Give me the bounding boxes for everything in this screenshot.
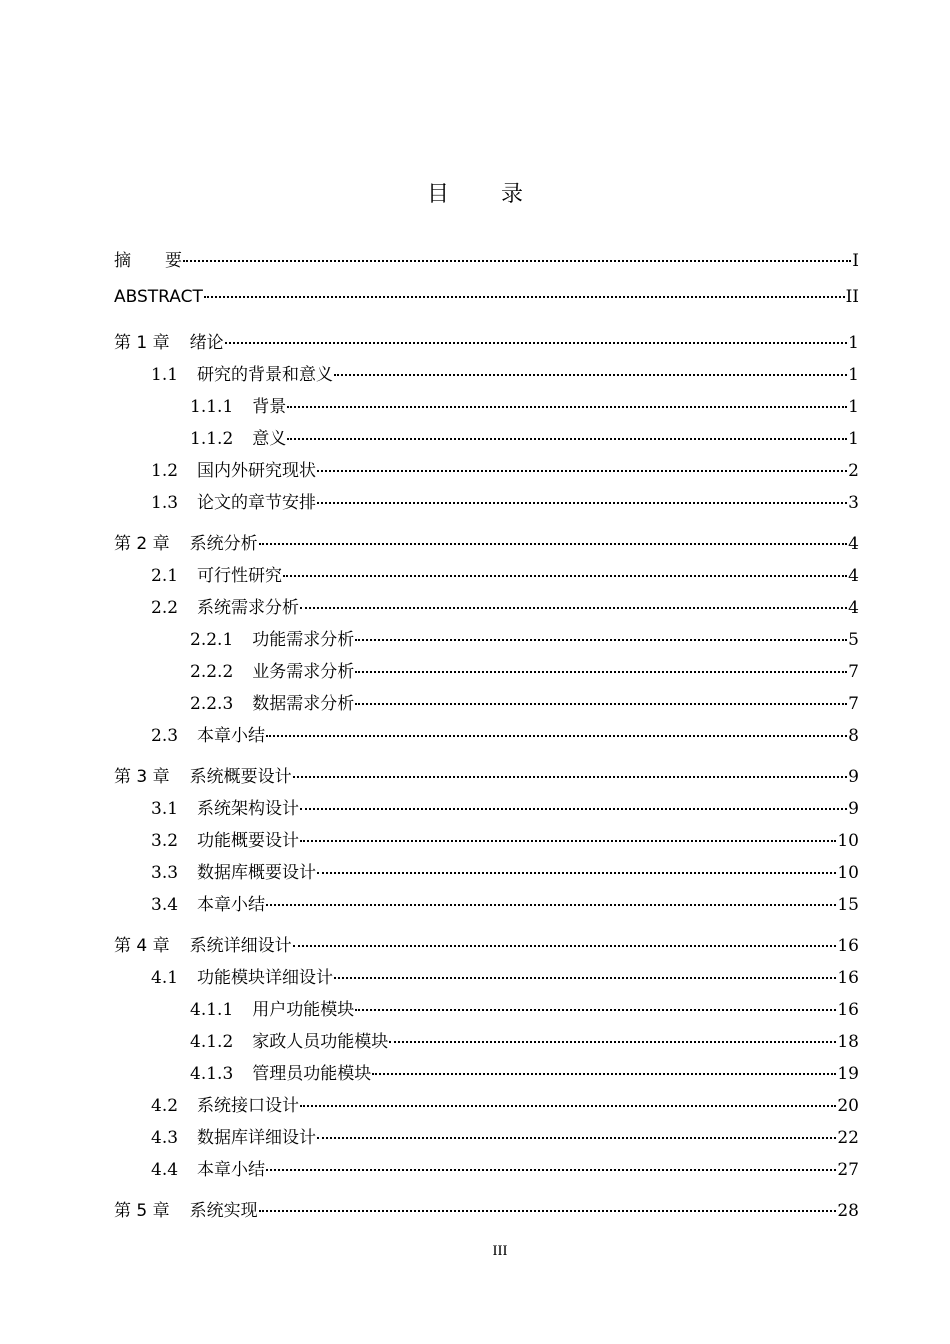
toc-entry-label: 系统实现 [189,1201,258,1221]
toc-entry-page-number: 20 [837,1096,859,1116]
toc-entry-page-number: I [852,251,859,271]
toc-entry[interactable] [114,858,859,890]
dot-leader [259,543,848,545]
toc-entry-label: 研究的背景和意义 [197,365,334,385]
toc-entry-page-number: 5 [848,630,859,650]
toc-entry-number: 4.1.3 [190,1064,234,1084]
dot-leader [204,296,845,298]
dot-leader [287,438,847,440]
toc-entry-page-number: 10 [837,831,859,851]
dot-leader [266,1169,836,1171]
dot-leader [389,1041,836,1043]
dot-leader [266,904,836,906]
toc-entry-number: 4.2 [151,1096,179,1116]
toc-entry[interactable] [114,931,859,963]
toc-entry-page-number: 3 [848,493,859,513]
toc-entry[interactable] [114,1196,859,1228]
toc-entry-page-number: 16 [837,936,859,956]
toc-entry-label: 业务需求分析 [252,662,355,682]
toc-entry-page-number: 7 [848,694,859,714]
toc-entry-label: 管理员功能模块 [252,1064,372,1084]
toc-entry[interactable] [114,1091,859,1123]
toc-entry-label: 数据库概要设计 [197,863,317,883]
toc-entry-number: 4.3 [151,1128,179,1148]
toc-entry-page-number: 9 [848,767,859,787]
dot-leader [334,977,836,979]
dot-leader [317,1137,836,1139]
toc-entry-page-number: 2 [848,461,859,481]
dot-leader [300,607,847,609]
toc-entry[interactable] [114,561,859,593]
dot-leader [355,1009,836,1011]
dot-leader [334,374,847,376]
toc-entry-number: 1.1.2 [190,429,234,449]
toc-entry[interactable] [114,593,859,625]
toc-entry-page-number: 16 [837,968,859,988]
toc-entry-label: 系统架构设计 [197,799,300,819]
dot-leader [266,735,847,737]
toc-entry-number: 第 4 章 [114,936,170,956]
toc-entry[interactable] [114,657,859,689]
toc-entry-label: 本章小结 [197,726,266,746]
toc-entry[interactable] [114,963,859,995]
toc-entry[interactable] [114,1155,859,1187]
toc-entry[interactable] [114,625,859,657]
toc-entry-label: 系统概要设计 [189,767,292,787]
toc-entry-number: 2.2.3 [190,694,234,714]
toc-entry-label: 功能需求分析 [252,630,355,650]
toc-entry-label: 数据需求分析 [252,694,355,714]
toc-entry-page-number: 4 [848,566,859,586]
toc-entry-number: 4.1.1 [190,1000,234,1020]
toc-entry-label: 功能概要设计 [197,831,300,851]
dot-leader [300,840,836,842]
toc-entry-label: 本章小结 [197,895,266,915]
toc-entry[interactable] [114,890,859,922]
toc-entry[interactable] [114,392,859,424]
toc-entry[interactable] [114,424,859,456]
toc-entry-label: 背景 [252,397,287,417]
toc-entry-number: 2.2.1 [190,630,234,650]
toc-entry-label: 家政人员功能模块 [252,1032,389,1052]
toc-entry-label: 数据库详细设计 [197,1128,317,1148]
toc-entry-label: 绪论 [189,333,224,353]
toc-entry[interactable] [114,721,859,753]
dot-leader [293,945,837,947]
toc-entry-page-number: 8 [848,726,859,746]
page-title: 目录 [426,182,575,207]
toc-entry-label: 本章小结 [197,1160,266,1180]
toc-entry-number: 3.1 [151,799,179,819]
toc-entry-page-number: 4 [848,598,859,618]
toc-entry-number: 4.4 [151,1160,179,1180]
toc-entry-page-number: 10 [837,863,859,883]
toc-entry[interactable] [114,328,859,360]
dot-leader [355,639,847,641]
toc-entry-number: 第 3 章 [114,767,170,787]
toc-entry-page-number: 7 [848,662,859,682]
dot-leader [183,260,851,262]
toc-entry-page-number: 1 [848,365,859,385]
toc-entry-number: 4.1.2 [190,1032,234,1052]
toc-entry-page-number: 1 [848,429,859,449]
toc-entry-page-number: 19 [837,1064,859,1084]
toc-entry-label: 功能模块详细设计 [197,968,334,988]
toc-entry-label: 意义 [252,429,287,449]
toc-entry-label: 国内外研究现状 [197,461,317,481]
toc-entry[interactable] [114,246,859,278]
toc-entry-page-number: 4 [848,534,859,554]
dot-leader [317,470,847,472]
toc-entry[interactable] [114,1027,859,1059]
dot-leader [287,406,847,408]
toc-entry-page-number: 15 [837,895,859,915]
dot-leader [283,575,847,577]
page-number-footer: III [492,1243,508,1259]
dot-leader [300,1105,836,1107]
toc-entry[interactable] [114,794,859,826]
toc-entry-page-number: 18 [837,1032,859,1052]
toc-entry-page-number: 1 [848,333,859,353]
toc-entry[interactable] [114,488,859,520]
toc-entry[interactable] [114,689,859,721]
dot-leader [317,872,836,874]
toc-entry-page-number: 9 [848,799,859,819]
dot-leader [300,808,847,810]
toc-entry[interactable] [114,360,859,392]
toc-entry[interactable] [114,826,859,858]
toc-entry-page-number: 28 [837,1201,859,1221]
toc-entry-label: 系统接口设计 [197,1096,300,1116]
toc-entry-label: 用户功能模块 [252,1000,355,1020]
dot-leader [372,1073,836,1075]
toc-entry-number: 1.2 [151,461,179,481]
toc-entry-label: 系统需求分析 [197,598,300,618]
toc-entry-label: 系统分析 [189,534,258,554]
dot-leader [317,502,847,504]
toc-entry-number: 1.1 [151,365,179,385]
dot-leader [355,671,847,673]
toc-entry-page-number: 16 [837,1000,859,1020]
toc-entry-number: 3.3 [151,863,179,883]
toc-entry[interactable] [114,995,859,1027]
toc-entry-number: 1.3 [151,493,179,513]
toc-entry-page-number: II [845,287,859,307]
toc-entry-label: 论文的章节安排 [197,493,317,513]
dot-leader [259,1210,837,1212]
toc-entry[interactable] [114,762,859,794]
toc-entry-number: 2.1 [151,566,179,586]
toc-entry-number: 第 5 章 [114,1201,170,1221]
toc-entry[interactable] [114,1059,859,1091]
toc-entry[interactable] [114,529,859,561]
toc-entry-page-number: 22 [837,1128,859,1148]
toc-entry-label: 系统详细设计 [189,936,292,956]
toc-entry-number: 3.4 [151,895,179,915]
dot-leader [225,342,848,344]
toc-entry-number: 3.2 [151,831,179,851]
toc-entry-page-number: 1 [848,397,859,417]
toc-entry-number: 2.2.2 [190,662,234,682]
toc-entry-label: 可行性研究 [197,566,283,586]
toc-entry[interactable] [114,1123,859,1155]
toc-entry-number: 4.1 [151,968,179,988]
dot-leader [293,776,848,778]
toc-entry-number: 2.2 [151,598,179,618]
toc-entry-number: 1.1.1 [190,397,234,417]
toc-entry-number: 第 1 章 [114,333,170,353]
toc-entry-number: 第 2 章 [114,534,170,554]
toc-entry-number: 2.3 [151,726,179,746]
toc-entry[interactable] [114,287,859,319]
toc-entry-page-number: 27 [837,1160,859,1180]
toc-entry-label: ABSTRACT [114,287,203,307]
table-of-contents [114,246,859,1228]
dot-leader [355,703,847,705]
toc-entry-label: 摘 要 [114,251,182,271]
toc-entry[interactable] [114,456,859,488]
